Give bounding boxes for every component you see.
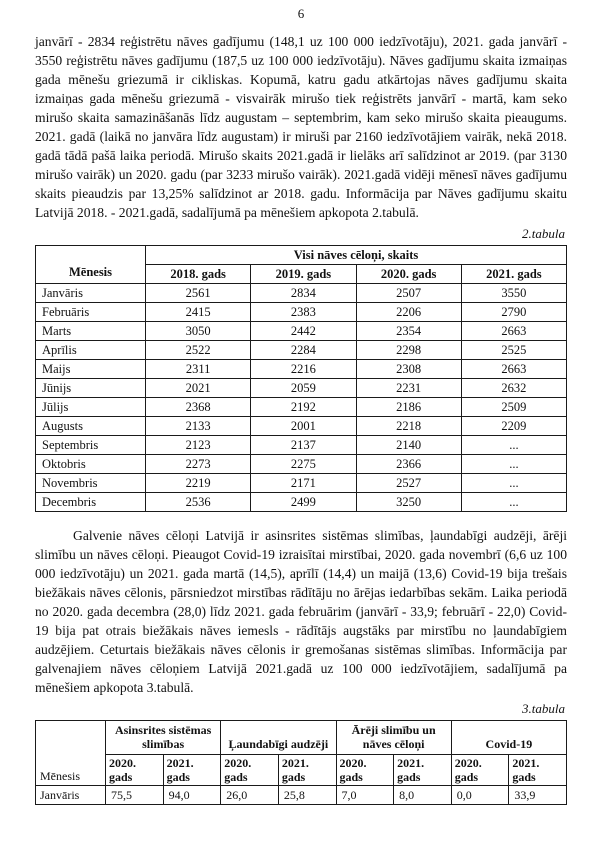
column-group-neoplasms: Ļaundabīgi audzēji [221,721,336,755]
paragraph-2: Galvenie nāves cēloņi Latvijā ir asinsrites sistēmas slimības, ļaundabīgi audzēji, ārēji slimību un nāves cēloņi. Pieaugot Covid-19 izraisītai mirstībai, 2020. gada novembrī (6,6 uz 100 000 iedzīvotāju) un 2021. gada martā (14,5), aprīlī (14,4) un maijā (13,6) Covid-19 bija trešais biežākais nāves cēlonis, pārsniedzot mirstības rādītāju no ārējas iedarbības sekām. Laika periodā no 2020. gada decembra (28,0) līdz 2021. gada februārim (janvārī - 33,9; februārī - 22,0) Covid-19 bija pat otrais biežākais nāves iemesls - rādītājs augstāks par mirstību no ļaundabīgiem audzējiem. Ceturtais biežākais nāves cēlonis ir gremošanas sistēmas slimības. Informācija par galvenajiem nāves cēloņiem Latvijā 2021.gadā uz 100 000 iedzīvotājiem, sadalījumā pa mēnešiem apkopota 3.tabulā. [35,528,567,695]
value-cell: 3250 [356,493,461,512]
column-group-covid: Covid-19 [451,721,566,755]
value-cell: 2536 [146,493,251,512]
value-cell: 2133 [146,417,251,436]
value-cell: 2273 [146,455,251,474]
value-cell: 2137 [251,436,356,455]
value-cell: 2663 [461,322,566,341]
table2-caption: 2.tabula [522,226,565,241]
value-cell: 33,9 [509,786,567,805]
value-cell: 2509 [461,398,566,417]
value-cell: 2298 [356,341,461,360]
value-cell: 2663 [461,360,566,379]
month-cell: Septembris [36,436,146,455]
month-cell: Augusts [36,417,146,436]
value-cell: 26,0 [221,786,279,805]
value-cell: 2632 [461,379,566,398]
value-cell: 3550 [461,284,566,303]
value-cell: 2218 [356,417,461,436]
value-cell: 2123 [146,436,251,455]
column-header-year: 2021. gads [461,265,566,284]
column-header-year: 2020. gads [221,755,279,786]
column-header-month: Mēnesis [36,721,106,786]
spacer [35,512,567,526]
month-cell: Janvāris [36,786,106,805]
value-cell: 2442 [251,322,356,341]
value-cell: 2216 [251,360,356,379]
value-cell: ... [461,436,566,455]
table-row [36,284,567,303]
page-number: 6 [297,6,305,21]
paragraph-1: janvārī - 2834 reģistrētu nāves gadījumu (148,1 uz 100 000 iedzīvotāju), 2021. gada janvārī - 3550 reģistrētu nāves gadījumu (187,5 uz 100 000 iedzīvotāju). Nāves gadījumu skaita izmaiņas gada mēnešu griezumā ir cikliskas. Kopumā, katru gadu atkārtojas nāves gadījumu skaita izmaiņas gada mēnešu griezumā - visvairāk mirušo tiek reģistrēts janvārī - martā, kam seko mirušo skaita samazināšanās līdz augustam – septembrim, kam seko mirušo skaita pieaugums. 2021. gadā (laikā no janvāra līdz augustam) ir miruši par 2160 iedzīvotājiem vairāk, nekā 2018. gadā tādā pašā laika periodā. Mirušo skaits 2021.gadā ir lielāks arī salīdzinot ar 2019. (par 3130 mirušo vairāk) un 2020. gadu (par 3233 mirušo vairāk). 2021.gadā vidēji mēnesī nāves gadījumu skaits pieaudzis par 13,25% salīdzinot ar 2018. gadu. Informācija par Nāves gadījumu skaitu Latvijā 2018. - 2021.gadā, sadalījumā pa mēnešiem apkopota 2.tabulā. [35,34,567,220]
table-deaths-by-month [35,245,567,512]
value-cell: 2561 [146,284,251,303]
month-cell: Aprīlis [36,341,146,360]
value-cell: 2311 [146,360,251,379]
value-cell: 2834 [251,284,356,303]
value-cell: 2284 [251,341,356,360]
month-cell: Februāris [36,303,146,322]
value-cell: 2206 [356,303,461,322]
table-row [36,379,567,398]
value-cell: 2192 [251,398,356,417]
value-cell: 2059 [251,379,356,398]
value-cell: 8,0 [394,786,452,805]
table-row [36,322,567,341]
column-header-year: 2020. gads [356,265,461,284]
table-row [36,493,567,512]
table-row [36,341,567,360]
column-header-year: 2020. gads [106,755,164,786]
month-cell: Maijs [36,360,146,379]
table-row [36,398,567,417]
value-cell: 2527 [356,474,461,493]
column-header-month: Mēnesis [36,246,146,284]
column-group-header: Visi nāves cēloņi, skaits [146,246,567,265]
table-death-causes-rates [35,720,567,805]
column-header-year: 2021. gads [278,755,336,786]
month-cell: Jūnijs [36,379,146,398]
month-cell: Janvāris [36,284,146,303]
value-cell: 2275 [251,455,356,474]
table-row [36,303,567,322]
table-row [36,417,567,436]
value-cell: 2209 [461,417,566,436]
value-cell: 2525 [461,341,566,360]
value-cell: 2790 [461,303,566,322]
value-cell: 2219 [146,474,251,493]
column-header-year: 2021. gads [509,755,567,786]
table-row [36,436,567,455]
value-cell: 2186 [356,398,461,417]
month-cell: Decembris [36,493,146,512]
value-cell: 2140 [356,436,461,455]
column-group-circulatory: Asinsrites sistēmas slimības [106,721,221,755]
value-cell: 2368 [146,398,251,417]
value-cell: 2366 [356,455,461,474]
column-header-year: 2021. gads [394,755,452,786]
table-row [36,455,567,474]
value-cell: 2499 [251,493,356,512]
column-header-year: 2020. gads [451,755,509,786]
value-cell: 2001 [251,417,356,436]
column-group-external: Ārēji slimību un nāves cēloņi [336,721,451,755]
value-cell: 94,0 [163,786,221,805]
value-cell: ... [461,493,566,512]
value-cell: 3050 [146,322,251,341]
value-cell: 2383 [251,303,356,322]
value-cell: 2354 [356,322,461,341]
month-cell: Marts [36,322,146,341]
table-header-row [36,721,567,755]
month-cell: Oktobris [36,455,146,474]
value-cell: 2231 [356,379,461,398]
value-cell: 75,5 [106,786,164,805]
value-cell: 2308 [356,360,461,379]
table3-caption: 3.tabula [522,701,565,716]
value-cell: ... [461,474,566,493]
value-cell: 7,0 [336,786,394,805]
value-cell: ... [461,455,566,474]
column-header-year: 2020. gads [336,755,394,786]
value-cell: 25,8 [278,786,336,805]
table-row [36,474,567,493]
value-cell: 0,0 [451,786,509,805]
table-header-row [36,246,567,265]
month-cell: Novembris [36,474,146,493]
table-header-row [36,755,567,786]
value-cell: 2171 [251,474,356,493]
value-cell: 2021 [146,379,251,398]
column-header-year: 2021. gads [163,755,221,786]
column-header-year: 2018. gads [146,265,251,284]
table-row [36,360,567,379]
value-cell: 2507 [356,284,461,303]
column-header-year: 2019. gads [251,265,356,284]
month-cell: Jūlijs [36,398,146,417]
value-cell: 2522 [146,341,251,360]
table-row [36,786,567,805]
value-cell: 2415 [146,303,251,322]
